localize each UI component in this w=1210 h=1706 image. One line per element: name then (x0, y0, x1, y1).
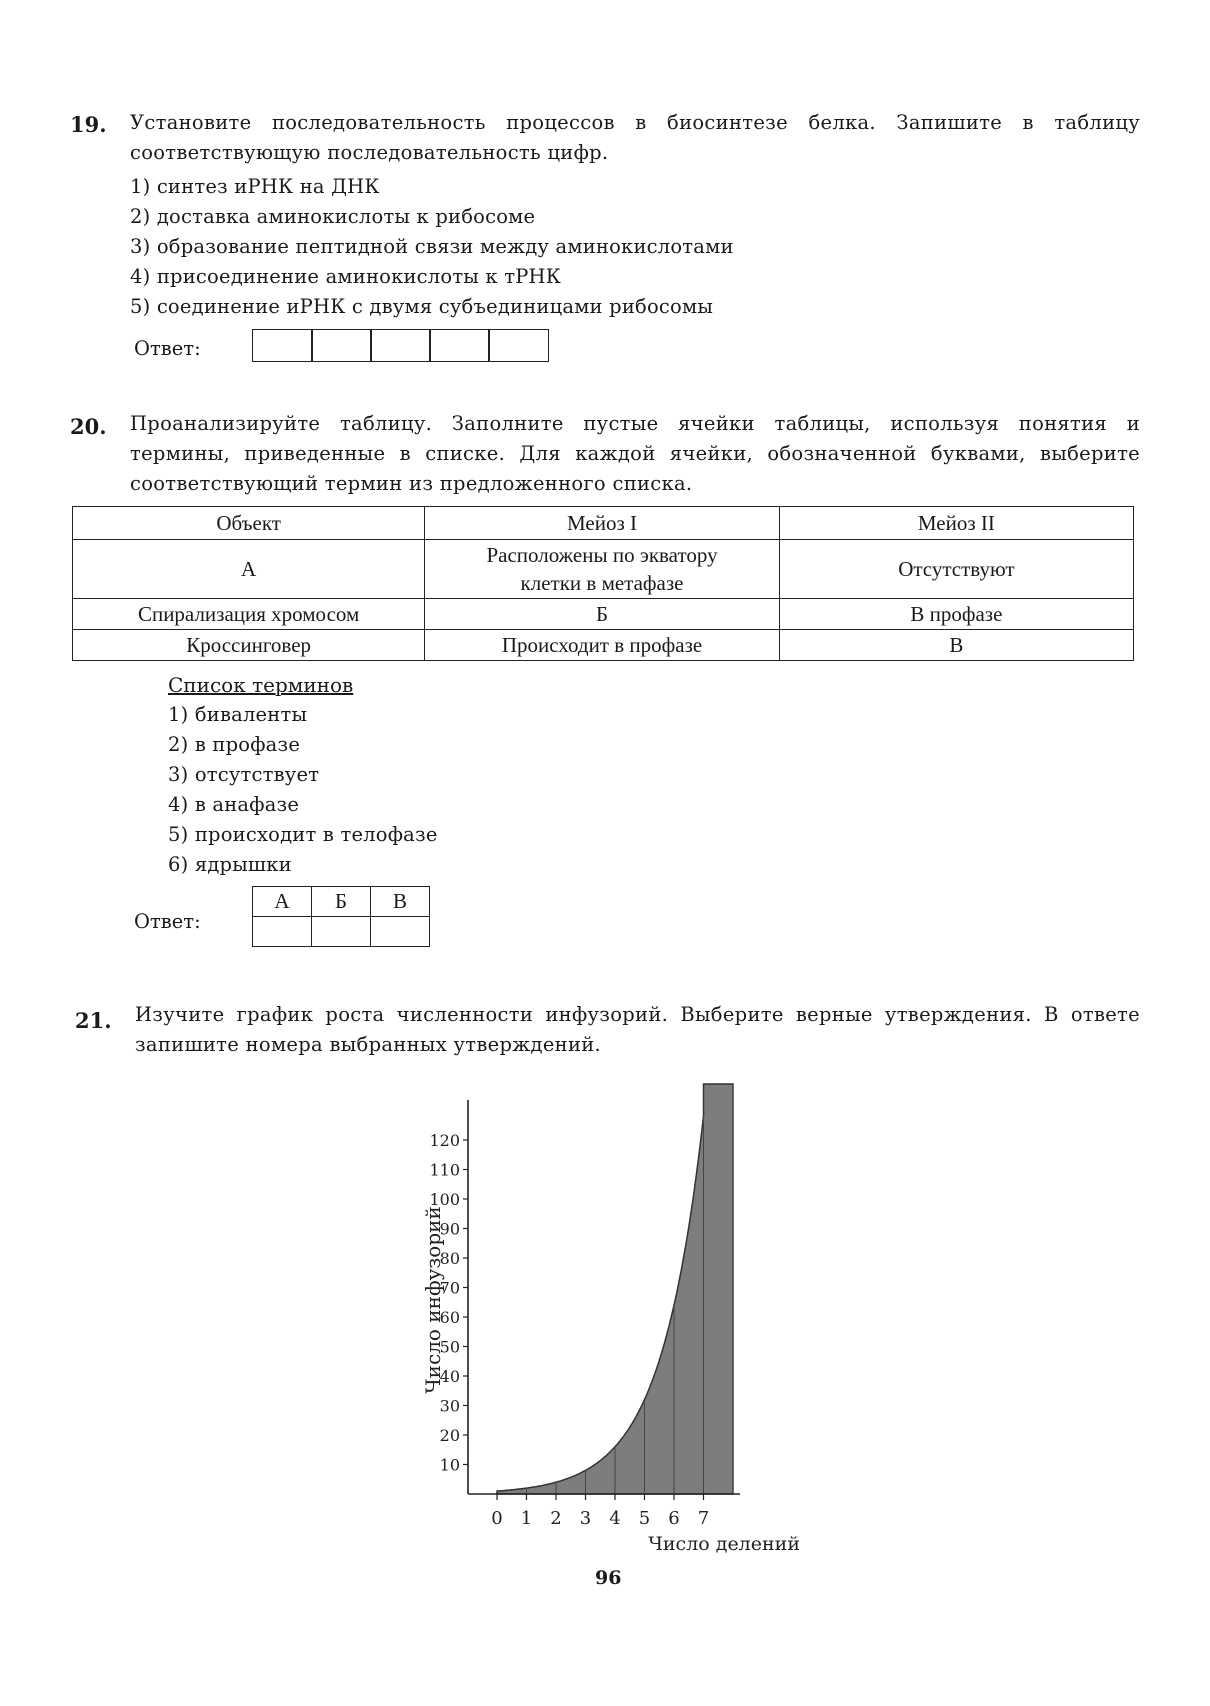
table-cell: Расположены по экватору клетки в метафазе (425, 540, 780, 599)
table-header-row (73, 507, 1134, 540)
table-cell: В профазе (779, 599, 1133, 630)
list-item: 5) соединение иРНК с двумя субъединицами рибосомы (130, 295, 714, 318)
table-header: Мейоз I (425, 507, 780, 540)
q20-answer-table (252, 886, 430, 947)
y-tick-label: 110 (429, 1160, 460, 1180)
table-row (73, 540, 1134, 599)
table-cell-a: А (73, 540, 425, 599)
y-axis-label: Число инфузорий (421, 1206, 445, 1394)
y-tick-label: 80 (439, 1249, 460, 1268)
x-tick-label: 0 (491, 1508, 503, 1529)
answer-header: Б (312, 887, 371, 917)
table-row (73, 599, 1134, 630)
answer-input-row (253, 917, 430, 947)
answer-cell[interactable] (370, 329, 431, 362)
table-header: Мейоз II (779, 507, 1133, 540)
x-tick-label: 4 (609, 1508, 621, 1529)
growth-area (497, 1084, 733, 1494)
y-tick-label: 40 (439, 1367, 460, 1386)
meiosis-table (72, 506, 1134, 661)
q19-number: 19. (70, 112, 107, 137)
table-cell: Отсутствуют (779, 540, 1133, 599)
answer-cell[interactable] (429, 329, 490, 362)
answer-cell[interactable] (253, 917, 312, 947)
q19-answer-label: Ответ: (134, 337, 201, 360)
list-item: 2) доставка аминокислоты к рибосоме (130, 205, 536, 228)
list-item: 4) присоединение аминокислоты к тРНК (130, 265, 562, 288)
answer-cell[interactable] (371, 917, 430, 947)
answer-cell[interactable] (312, 917, 371, 947)
answer-header: А (253, 887, 312, 917)
x-tick-label: 3 (579, 1508, 592, 1529)
table-cell: Происходит в профазе (425, 630, 780, 661)
table-cell: Спирализация хромосом (73, 599, 425, 630)
y-tick-label: 100 (429, 1190, 460, 1209)
list-item: 3) отсутствует (168, 763, 320, 786)
x-tick-label: 5 (638, 1508, 651, 1529)
list-item: 5) происходит в телофазе (168, 823, 438, 846)
list-item: 1) синтез иРНК на ДНК (130, 175, 380, 198)
x-tick-label: 6 (668, 1508, 680, 1529)
list-item: 2) в профазе (168, 733, 301, 756)
answer-cell[interactable] (488, 329, 549, 362)
list-item: 1) биваленты (168, 703, 308, 726)
x-axis-label: Число делений (648, 1533, 800, 1555)
page-number: 96 (595, 1567, 622, 1589)
table-cell-v: В (779, 630, 1133, 661)
y-tick-label: 60 (439, 1308, 460, 1327)
y-tick-label: 10 (439, 1455, 460, 1475)
q19-text: Установите последовательность процессов в биосинтезе белка. Запишите в таблицу соответствующую последовательность цифр. (130, 111, 1140, 164)
y-tick-label: 20 (439, 1426, 460, 1445)
q21-number: 21. (75, 1008, 112, 1033)
table-header: Объект (73, 507, 425, 540)
y-tick-label: 50 (439, 1337, 460, 1357)
list-item: 6) ядрышки (168, 853, 292, 876)
list-item: 4) в анафазе (168, 793, 300, 816)
y-tick-label: 90 (439, 1219, 460, 1239)
q20-answer-label: Ответ: (134, 910, 201, 933)
table-cell-b: Б (425, 599, 780, 630)
list-item: 3) образование пептидной связи между аминокислотами (130, 235, 734, 258)
terms-title: Список терминов (168, 673, 354, 697)
x-tick-label: 7 (697, 1508, 710, 1529)
infusoria-growth-chart (400, 1070, 820, 1560)
y-tick-label: 30 (439, 1396, 460, 1416)
y-tick-label: 70 (439, 1278, 460, 1298)
q20-number: 20. (70, 414, 107, 439)
x-tick-label: 2 (550, 1508, 562, 1529)
y-tick-label: 120 (429, 1131, 460, 1150)
answer-cell[interactable] (311, 329, 372, 362)
q21-text: Изучите график роста численности инфузорий. Выберите верные утверждения. В ответе запишите номера выбранных утверждений. (135, 1003, 1140, 1056)
table-cell: Кроссинговер (73, 630, 425, 661)
x-tick-label: 1 (520, 1508, 533, 1529)
answer-header: В (371, 887, 430, 917)
answer-header-row (253, 887, 430, 917)
table-row (73, 630, 1134, 661)
answer-cell[interactable] (252, 329, 313, 362)
q20-text: Проанализируйте таблицу. Заполните пустые ячейки таблицы, используя понятия и термины, приведенные в списке. Для каждой ячейки, обозначенной буквами, выберите соответствующий термин из предложенного списка. (130, 412, 1140, 495)
